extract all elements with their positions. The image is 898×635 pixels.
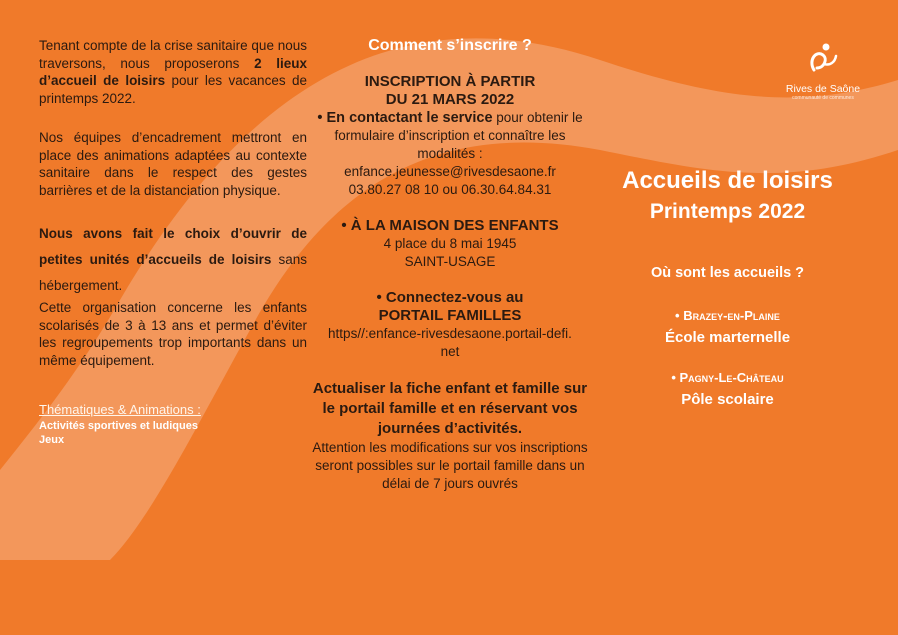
portal-line1: • Connectez-vous au xyxy=(376,289,524,306)
locations-question: Où sont les accueils ? xyxy=(650,265,805,281)
theme-item: Jeux xyxy=(39,433,65,446)
intro-text: Tenant compte de la crise sanitaire que nous traversons, nous proposerons xyxy=(39,38,307,71)
registration-date-line1: INSCRIPTION À PARTIR xyxy=(364,73,536,90)
portal-line2: PORTAIL FAMILLES xyxy=(378,307,522,324)
logo-icon xyxy=(806,40,840,78)
intro-bold: 2 lieux d’accueil de loisirs xyxy=(39,55,307,88)
staff-paragraph: Nos équipes d’encadrement mettront en place des animations adaptées au contexte sanitaire dans le respect des gestes barrières et de la distanciation physique. xyxy=(39,130,307,198)
contact-phones: 03.80.27 08 10 ou 06.30.64.84.31 xyxy=(348,182,552,197)
contact-bold: • En contactant le service xyxy=(317,110,493,126)
left-column xyxy=(39,37,307,447)
logo-tagline: communauté de communes xyxy=(792,95,854,101)
contact-paragraph xyxy=(305,109,595,163)
choice-rest: sans hébergement. xyxy=(39,252,307,293)
right-column xyxy=(600,165,855,429)
maison-title: • À LA MAISON DES ENFANTS xyxy=(341,217,559,234)
intro-paragraph xyxy=(39,37,307,107)
location-1-name: • Brazey-en-Plaine xyxy=(675,308,780,323)
location-2-site: Pôle scolaire xyxy=(681,391,774,408)
choice-paragraph xyxy=(39,221,307,299)
update-note: Attention les modifications sur vos inscriptions seront possibles sur le portail famille dans un délai de 7 jours ouvrés xyxy=(312,440,588,491)
registration-date-line2: DU 21 MARS 2022 xyxy=(385,91,515,108)
intro-text-end: pour les vacances de printemps 2022. xyxy=(39,73,307,106)
organisation-paragraph: Cette organisation concerne les enfants scolarisés de 3 à 13 ans et permet d’éviter les regroupements trop importants dans un même équipement. xyxy=(39,300,307,368)
logo-name: Rives de Saône xyxy=(785,83,861,95)
middle-column xyxy=(305,37,595,493)
contact-email: enfance.jeunesse@rivesdesaone.fr xyxy=(344,164,556,179)
logo xyxy=(778,40,868,101)
choice-bold: Nous avons fait le choix d’ouvrir de petites unités d’accueils de loisirs xyxy=(39,226,307,267)
maison-address: 4 place du 8 mai 1945 xyxy=(383,236,517,251)
brochure-subtitle: Printemps 2022 xyxy=(649,200,806,223)
brochure-title: Accueils de loisirs xyxy=(622,167,833,194)
portal-url: https//:enfance-rivesdesaone.portail-defi. xyxy=(328,326,572,341)
location-1-site: École marternelle xyxy=(664,329,791,346)
themes-title: Thématiques & Animations : xyxy=(39,402,201,417)
registration-heading: Comment s’inscrire ? xyxy=(368,37,532,54)
update-instructions: Actualiser la fiche enfant et famille sur le portail famille et en réservant vos journées d’activités. xyxy=(312,380,588,437)
maison-city: SAINT-USAGE xyxy=(404,254,496,269)
location-2-name: • Pagny-Le-Château xyxy=(671,370,784,385)
portal-url-end: net xyxy=(440,344,460,359)
contact-rest: pour obtenir le formulaire d’inscription et connaître les modalités : xyxy=(334,110,583,161)
theme-item: Activités sportives et ludiques xyxy=(39,419,198,432)
